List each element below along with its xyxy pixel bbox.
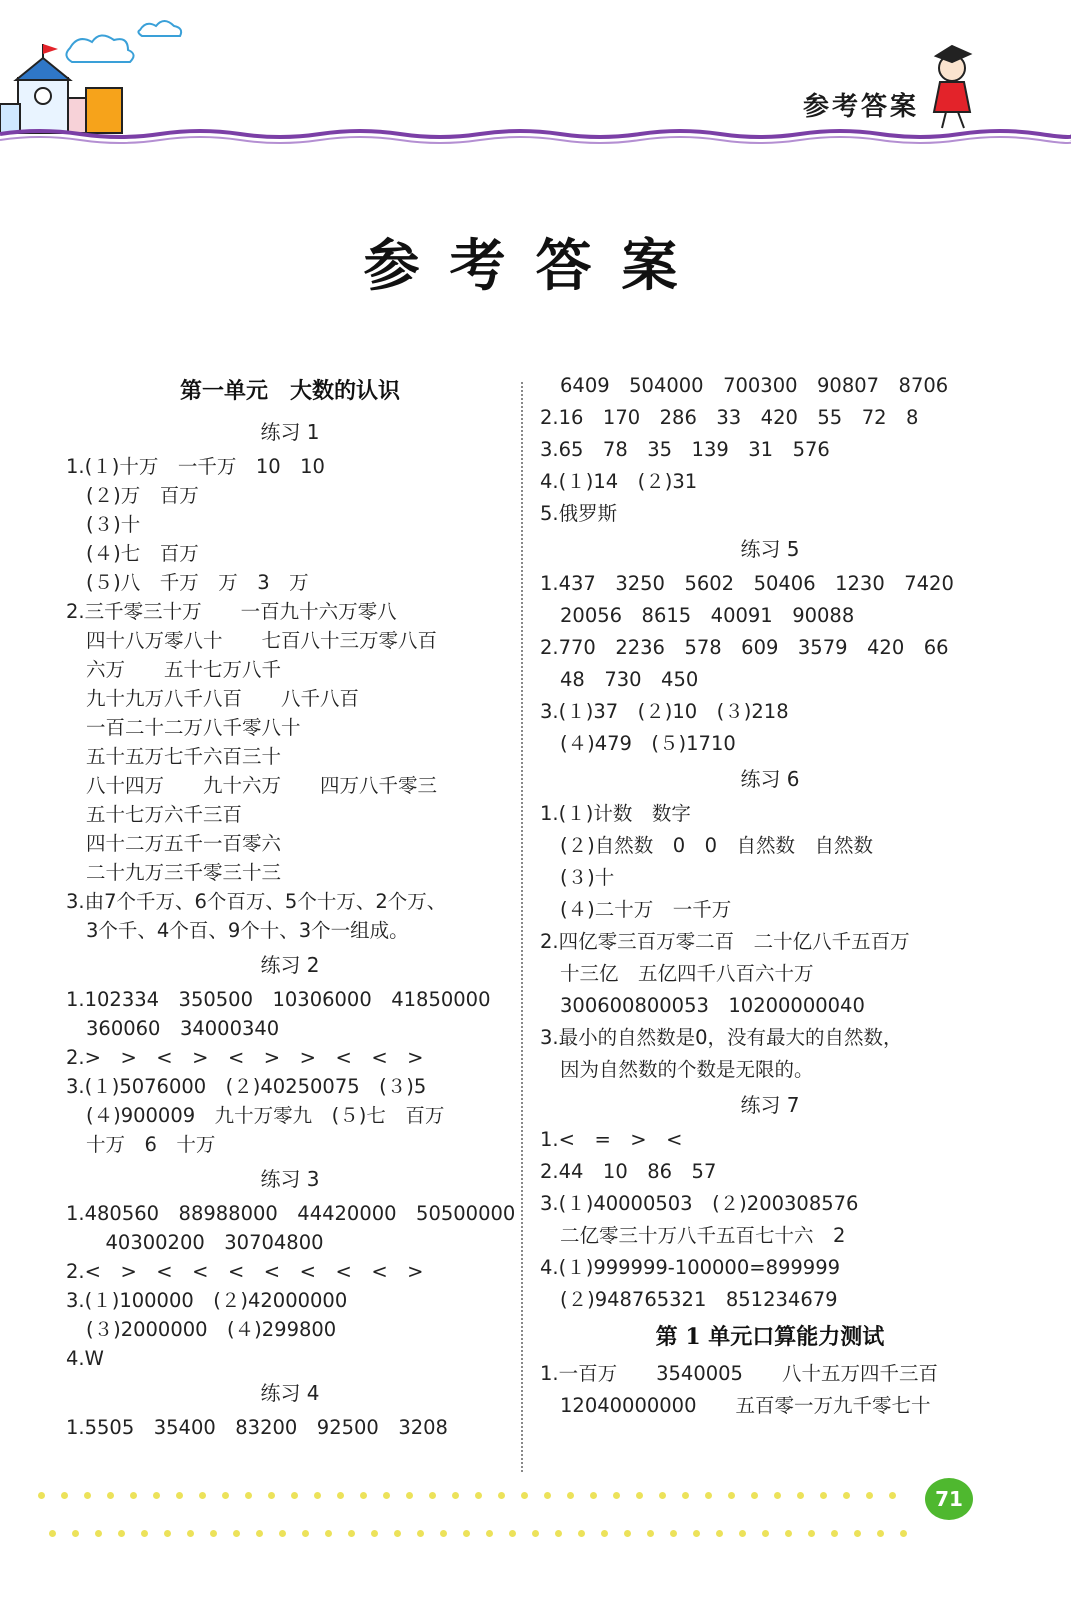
answer-line: 5.俄罗斯 (540, 502, 618, 525)
answer-line: (３)十 (560, 866, 615, 889)
decorative-dot (797, 1492, 804, 1499)
answer-line: 3个千、4个百、9个十、3个一组成。 (86, 919, 409, 942)
answer-line: 3.最小的自然数是0，没有最大的自然数， (540, 1026, 903, 1049)
answer-line: 20056 8615 40091 90088 (560, 604, 855, 627)
decorative-dot (613, 1492, 620, 1499)
decorative-dot (590, 1492, 597, 1499)
decorative-dot (452, 1492, 459, 1499)
decorative-dot (302, 1530, 309, 1537)
answer-line: 十三亿 五亿四千八百六十万 (560, 962, 814, 985)
decorative-dot (371, 1530, 378, 1537)
right-column (540, 370, 1000, 1422)
answer-line: (４)二十万 一千万 (560, 898, 732, 921)
answer-line: (２)948765321 851234679 (560, 1288, 838, 1311)
decorative-dot (659, 1492, 666, 1499)
answer-line: 3.(１)100000 (２)42000000 (66, 1289, 348, 1312)
answer-line: 300600800053 10200000040 (560, 994, 865, 1017)
decorative-dot (348, 1530, 355, 1537)
answer-line: 1.437 3250 5602 50406 1230 7420 (540, 572, 954, 595)
decorative-dot (325, 1530, 332, 1537)
decorative-dot (498, 1492, 505, 1499)
page-title: 参考答案 (363, 234, 708, 299)
decorative-dot (222, 1492, 229, 1499)
answer-line: (４)479 (５)1710 (560, 732, 736, 755)
decorative-dot (394, 1530, 401, 1537)
decorative-dot (728, 1492, 735, 1499)
decorative-dot (440, 1530, 447, 1537)
answer-line: 二亿零三十万八千五百七十六 2 (560, 1224, 846, 1247)
exercise-heading: 练习 7 (740, 1093, 800, 1117)
decorative-dot (578, 1530, 585, 1537)
answer-line: 4.(１)14 (２)31 (540, 470, 698, 493)
decorative-dot (164, 1530, 171, 1537)
answer-line: 1.(１)计数 数字 (540, 802, 691, 825)
exercise-heading: 练习 5 (740, 537, 800, 561)
decorative-dot (38, 1492, 45, 1499)
decorative-dot (716, 1530, 723, 1537)
decorative-dot (463, 1530, 470, 1537)
answer-line: 3.65 78 35 139 31 576 (540, 438, 830, 461)
answer-line: 四十八万零八十 七百八十三万零八百 (86, 629, 438, 652)
answer-line: 九十九万八千八百 八千八百 (86, 687, 360, 710)
answer-line: 2.四亿零三百万零二百 二十亿八千五百万 (540, 930, 910, 953)
decorative-dot (61, 1492, 68, 1499)
decorative-dot (360, 1492, 367, 1499)
decorative-dot (141, 1530, 148, 1537)
decorative-dot (521, 1492, 528, 1499)
decorative-dot (555, 1530, 562, 1537)
answer-line: 十万 6 十万 (86, 1133, 216, 1156)
answer-line: 1.< = > < (540, 1128, 683, 1151)
decorative-dot (268, 1492, 275, 1499)
answer-line: (２)万 百万 (86, 484, 199, 507)
answer-line: (５)八 千万 万 3 万 (86, 571, 309, 594)
answer-line: 3.(１)40000503 (２)200308576 (540, 1192, 859, 1215)
decorative-dot (532, 1530, 539, 1537)
answer-line: 2.16 170 286 33 420 55 72 8 (540, 406, 919, 429)
exercise-heading: 练习 6 (740, 767, 800, 791)
decorative-dot (705, 1492, 712, 1499)
answer-line: 4.(１)999999-100000=899999 (540, 1256, 841, 1279)
answer-line: (４)七 百万 (86, 542, 199, 565)
exercise-heading: 练习 4 (260, 1381, 320, 1405)
decorative-dot (245, 1492, 252, 1499)
decorative-dot (624, 1530, 631, 1537)
answer-line: (２)自然数 0 0 自然数 自然数 (560, 834, 874, 857)
decorative-dot (785, 1530, 792, 1537)
decorative-dot (636, 1492, 643, 1499)
decorative-dot (256, 1530, 263, 1537)
decorative-dot (383, 1492, 390, 1499)
unit-heading: 第 1 单元口算能力测试 (655, 1324, 885, 1350)
exercise-heading: 练习 2 (260, 953, 320, 977)
left-column (66, 370, 514, 1442)
decorative-dot (187, 1530, 194, 1537)
answer-line: 3.(１)37 (２)10 (３)218 (540, 700, 789, 723)
answer-line: (３)十 (86, 513, 141, 536)
decorative-dot (95, 1530, 102, 1537)
header-decoration-svg (0, 0, 1071, 160)
decorative-dot (314, 1492, 321, 1499)
answer-line: 二十九万三千零三十三 (86, 861, 282, 884)
answer-line: 40300200 30704800 (86, 1231, 324, 1254)
answer-line: 4.W (66, 1347, 104, 1370)
answer-line: 6409 504000 700300 90807 8706 (560, 374, 949, 397)
decorative-dot (107, 1492, 114, 1499)
decorative-dot (877, 1530, 884, 1537)
decorative-dot (751, 1492, 758, 1499)
decorative-dot (831, 1530, 838, 1537)
answer-line: 五十七万六千三百 (86, 803, 243, 826)
decorative-dot (670, 1530, 677, 1537)
decorative-dot (279, 1530, 286, 1537)
decorative-dot (854, 1530, 861, 1537)
decorative-dot (900, 1530, 907, 1537)
answer-line: 12040000000 五百零一万九千零七十 (560, 1394, 931, 1417)
decorative-dot (843, 1492, 850, 1499)
answer-line: 1.(１)十万 一千万 10 10 (66, 455, 325, 478)
answer-line: 1.一百万 3540005 八十五万四千三百 (540, 1362, 938, 1385)
decorative-dot (72, 1530, 79, 1537)
answer-line: 一百二十二万八千零八十 (86, 716, 301, 739)
decorative-dot (291, 1492, 298, 1499)
answer-line: (３)2000000 (４)299800 (86, 1318, 337, 1341)
decorative-dot (199, 1492, 206, 1499)
decorative-dot (486, 1530, 493, 1537)
decorative-dot (544, 1492, 551, 1499)
decorative-dot (647, 1530, 654, 1537)
decorative-dot (406, 1492, 413, 1499)
header-label: 参考答案 (802, 92, 919, 122)
decorative-dot (808, 1530, 815, 1537)
answer-line: 3.由7个千万、6个百万、5个十万、2个万、 (66, 890, 447, 913)
answer-line: 四十二万五千一百零六 (86, 832, 282, 855)
decorative-dot (176, 1492, 183, 1499)
decorative-dot (49, 1530, 56, 1537)
decorative-dot (866, 1492, 873, 1499)
decorative-dot (774, 1492, 781, 1499)
decorative-dot (153, 1492, 160, 1499)
decorative-dot (601, 1530, 608, 1537)
decorative-dot (739, 1530, 746, 1537)
decorative-dot (509, 1530, 516, 1537)
answer-line: 48 730 450 (560, 668, 699, 691)
decorative-dot (889, 1492, 896, 1499)
unit-heading: 第一单元 大数的认识 (179, 378, 400, 404)
decorative-dot (417, 1530, 424, 1537)
answer-line: 1.5505 35400 83200 92500 3208 (66, 1416, 448, 1439)
answer-line: 八十四万 九十六万 四万八千零三 (86, 774, 438, 797)
decorative-dot (130, 1492, 137, 1499)
answer-line: 360060 34000340 (86, 1017, 280, 1040)
answer-line: 2.770 2236 578 609 3579 420 66 (540, 636, 949, 659)
decorative-dot (820, 1492, 827, 1499)
decorative-dot (693, 1530, 700, 1537)
answer-line: 因为自然数的个数是无限的。 (560, 1058, 814, 1081)
decorative-dot (233, 1530, 240, 1537)
answer-line: 五十五万七千六百三十 (86, 745, 282, 768)
page-number-badge: 71 (925, 1478, 973, 1520)
header-illustration (0, 0, 1071, 160)
decorative-dot (762, 1530, 769, 1537)
exercise-heading: 练习 3 (260, 1167, 320, 1191)
answer-line: 2.> > < > < > > < < > (66, 1046, 424, 1069)
answer-line: 3.(１)5076000 (２)40250075 (３)5 (66, 1075, 427, 1098)
answer-line: (４)900009 九十万零九 (５)七 百万 (86, 1104, 445, 1127)
answer-line: 2.三千零三十万 一百九十六万零八 (66, 600, 397, 623)
decorative-dot (210, 1530, 217, 1537)
exercise-heading: 练习 1 (260, 420, 320, 444)
decorative-dot (118, 1530, 125, 1537)
answer-line: 2.44 10 86 57 (540, 1160, 717, 1183)
answer-line: 1.102334 350500 10306000 41850000 (66, 988, 491, 1011)
answer-line: 1.480560 88988000 44420000 50500000 (66, 1202, 516, 1225)
decorative-dot (84, 1492, 91, 1499)
decorative-dot (475, 1492, 482, 1499)
decorative-dot (567, 1492, 574, 1499)
answer-line: 2.< > < < < < < < < > (66, 1260, 424, 1283)
decorative-dot (429, 1492, 436, 1499)
column-divider (521, 382, 523, 1472)
decorative-dot (682, 1492, 689, 1499)
answer-line: 六万 五十七万八千 (86, 658, 282, 681)
decorative-dot (337, 1492, 344, 1499)
